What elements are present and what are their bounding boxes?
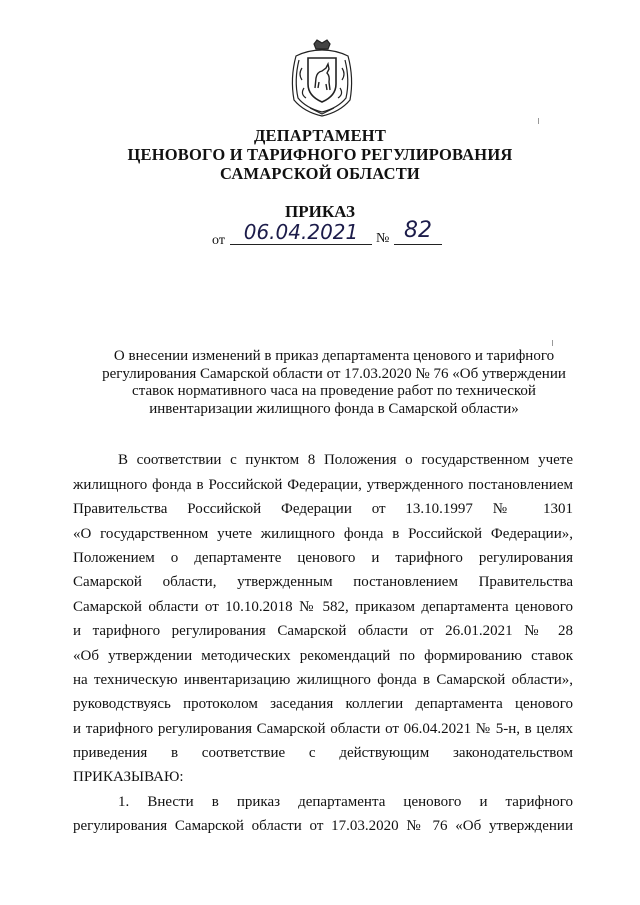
handwritten-date: 06.04.2021	[230, 222, 372, 245]
department-name-line-1: ДЕПАРТАМЕНТ	[253, 126, 387, 145]
subject-line: О внесении изменений в приказ департамента ценового и тарифного	[113, 348, 555, 364]
body-line: «О государственном учете жилищного фонда в Российской Федерации»,	[73, 526, 573, 542]
body-line: Положением о департаменте ценового и тарифного регулирования	[73, 550, 573, 566]
body-line: Самарской области от 10.10.2018 № 582, приказом департамента ценового	[73, 599, 573, 615]
body-line: жилищного фонда в Российской Федерации, утвержденного постановлением	[73, 477, 573, 493]
date-prefix: от	[212, 233, 225, 248]
department-name-line-3: САМАРСКОЙ ОБЛАСТИ	[220, 164, 420, 183]
subject-line: ставок нормативного часа на проведение работ по технической	[132, 383, 536, 399]
body-line: Правительства Российской Федерации от 13.10.1997 № 1301	[73, 501, 573, 517]
body-line: В соответствии с пунктом 8 Положения о государственном учете	[118, 452, 573, 468]
subject-line: регулирования Самарской области от 17.03.2020 № 76 «Об утверждении	[102, 365, 566, 382]
body-line: 1. Внести в приказ департамента ценового и тарифного	[118, 794, 573, 810]
order-command: ПРИКАЗЫВАЮ:	[73, 769, 184, 785]
body-line: руководствуясь протоколом заседания коллегии департамента ценового	[73, 696, 573, 712]
body-line: и тарифного регулирования Самарской области от 26.01.2021 № 28	[73, 623, 573, 639]
body-line: на техническую инвентаризацию жилищного фонда в Самарской области»,	[73, 672, 573, 688]
department-name-line-2: ЦЕНОВОГО И ТАРИФНОГО РЕГУЛИРОВАНИЯ	[127, 145, 513, 164]
body-line: регулирования Самарской области от 17.03.2020 № 76 «Об утверждении	[73, 818, 573, 834]
subject-line: инвентаризации жилищного фонда в Самарской области»	[149, 400, 519, 417]
number-prefix: №	[376, 231, 390, 246]
document-title: ПРИКАЗ	[285, 202, 355, 221]
body-line: Самарской области, утвержденным постановлением Правительства	[73, 574, 573, 590]
body-line: «Об утверждении методических рекомендаций по формированию ставок	[73, 648, 573, 664]
coat-of-arms-icon	[284, 38, 360, 118]
handwritten-number: 82	[394, 220, 442, 245]
body-line: и тарифного регулирования Самарской области от 06.04.2021 № 5-н, в целях	[73, 721, 573, 737]
body-line: приведения в соответствие с действующим законодательством	[73, 745, 573, 761]
scan-mark	[538, 118, 539, 124]
scan-mark	[552, 340, 553, 346]
order-subject	[96, 348, 572, 418]
